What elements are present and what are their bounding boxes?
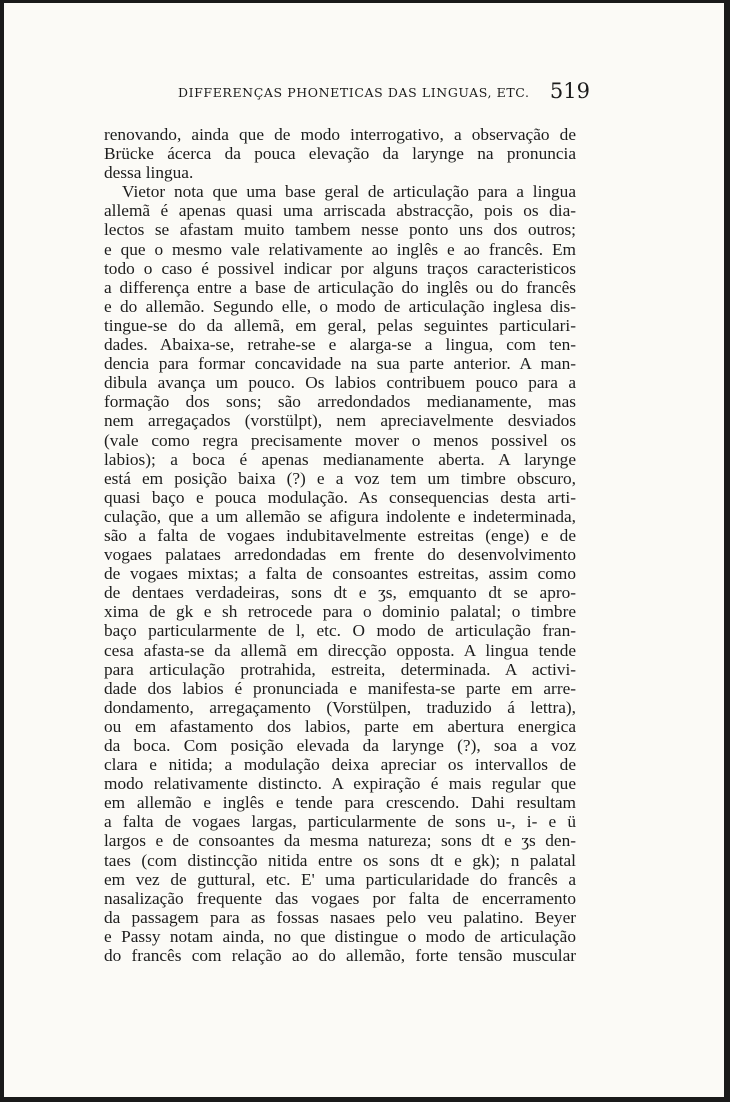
text-line: são a falta de vogaes indubitavelmente estreitas (enge) e de: [104, 525, 576, 545]
text-line: clara e nitida; a modulação deixa apreciar os intervallos de: [104, 755, 576, 775]
text-line: da passagem para as fossas nasaes pelo veu palatino. Beyer: [104, 907, 576, 927]
text-line: labios); a boca é apenas medianamente aberta. A larynge: [104, 449, 576, 469]
text-line: do francês com relação ao do allemão, forte tensão muscular: [104, 946, 576, 966]
text-line: culação, que a um allemão se afigura indolente e indeterminada,: [104, 506, 576, 526]
text-line: dessa lingua.: [104, 163, 194, 183]
text-line: taes (com distincção nitida entre os sons dt e gk); n palatal: [104, 850, 576, 870]
page-header: [178, 81, 598, 109]
body-text: [104, 125, 576, 965]
text-line: em vez de guttural, etc. E' uma particularidade do francês a: [104, 869, 576, 889]
text-line: da boca. Com posição elevada da larynge (?), soa a voz: [104, 736, 576, 755]
running-title: DIFFERENÇAS PHONETICAS DAS LINGUAS, ETC.: [178, 85, 530, 100]
text-line: nasalização frequente das vogaes por falta de encerramento: [104, 888, 576, 908]
text-line: Vietor nota que uma base geral de articulação para a lingua: [122, 182, 576, 202]
text-line: largos e de consoantes da mesma natureza; sons dt e ʒs den-: [104, 831, 576, 851]
text-line: a falta de vogaes largas, particularmente de sons u-, i- e ü: [104, 812, 576, 832]
text-line: dencia para formar concavidade na sua parte anterior. A man-: [104, 354, 576, 374]
text-line: para articulação protrahida, estreita, determinada. A activi-: [104, 659, 576, 679]
text-line: (vale como regra precisamente mover o menos possivel os: [104, 430, 576, 450]
text-line: allemã é apenas quasi uma arriscada abstracção, pois os dia-: [104, 201, 576, 221]
text-line: todo o caso é possivel indicar por alguns traços caracteristicos: [104, 258, 576, 278]
text-line: Brücke ácerca da pouca elevação da larynge na pronuncia: [104, 144, 576, 164]
text-line: lectos se afastam muito tambem nesse ponto uns dos outros;: [104, 220, 576, 240]
text-line: a differença entre a base de articulação do inglês ou do francês: [104, 277, 576, 297]
text-line: está em posição baixa (?) e a voz tem um timbre obscuro,: [104, 468, 576, 488]
text-line: vogaes palataes arredondadas em frente do desenvolvimento: [104, 545, 576, 565]
text-line: ou em afastamento dos labios, parte em abertura energica: [104, 716, 576, 736]
text-line: e do allemão. Segundo elle, o modo de articulação inglesa dis-: [104, 296, 576, 316]
text-line: dondamento, arregaçamento (Vorstülpen, traduzido á lettra),: [104, 697, 576, 717]
text-line: dibula avança um pouco. Os labios contribuem pouco para a: [104, 373, 576, 393]
text-line: xima de gk e sh retrocede para o dominio palatal; o timbre: [104, 602, 576, 622]
page-number: 519: [549, 79, 590, 103]
text-line: em allemão e inglês e tende para crescendo. Dahi resultam: [104, 793, 576, 813]
text-line: dade dos labios é pronunciada e manifesta-se parte em arre-: [104, 678, 576, 698]
text-line: formação dos sons; são arredondados medianamente, mas: [104, 392, 576, 412]
text-line: baço particularmente de l, etc. O modo de articulação fran-: [104, 621, 576, 641]
book-page: [4, 3, 724, 1097]
text-line: nem arregaçados (vorstülpt), nem apreciavelmente desviados: [104, 411, 576, 431]
text-line: renovando, ainda que de modo interrogativo, a observação de: [104, 125, 576, 144]
text-line: de dentaes verdadeiras, sons dt e ʒs, emquanto dt se apro-: [104, 583, 576, 603]
text-line: tingue-se do da allemã, em geral, pelas seguintes particulari-: [104, 315, 576, 335]
text-line: e que o mesmo vale relativamente ao inglês e ao francês. Em: [104, 239, 576, 259]
text-line: dades. Abaixa-se, retrahe-se e alarga-se a lingua, com ten-: [104, 335, 576, 355]
text-line: modo relativamente distincto. A expiração é mais regular que: [104, 774, 576, 794]
text-line: quasi baço e pouca modulação. As consequencias desta arti-: [104, 487, 576, 507]
text-line: cesa afasta-se da allemã em direcção opposta. A lingua tende: [104, 640, 576, 660]
text-line: e Passy notam ainda, no que distingue o modo de articulação: [104, 926, 576, 946]
text-line: de vogaes mixtas; a falta de consoantes estreitas, assim como: [104, 564, 576, 584]
